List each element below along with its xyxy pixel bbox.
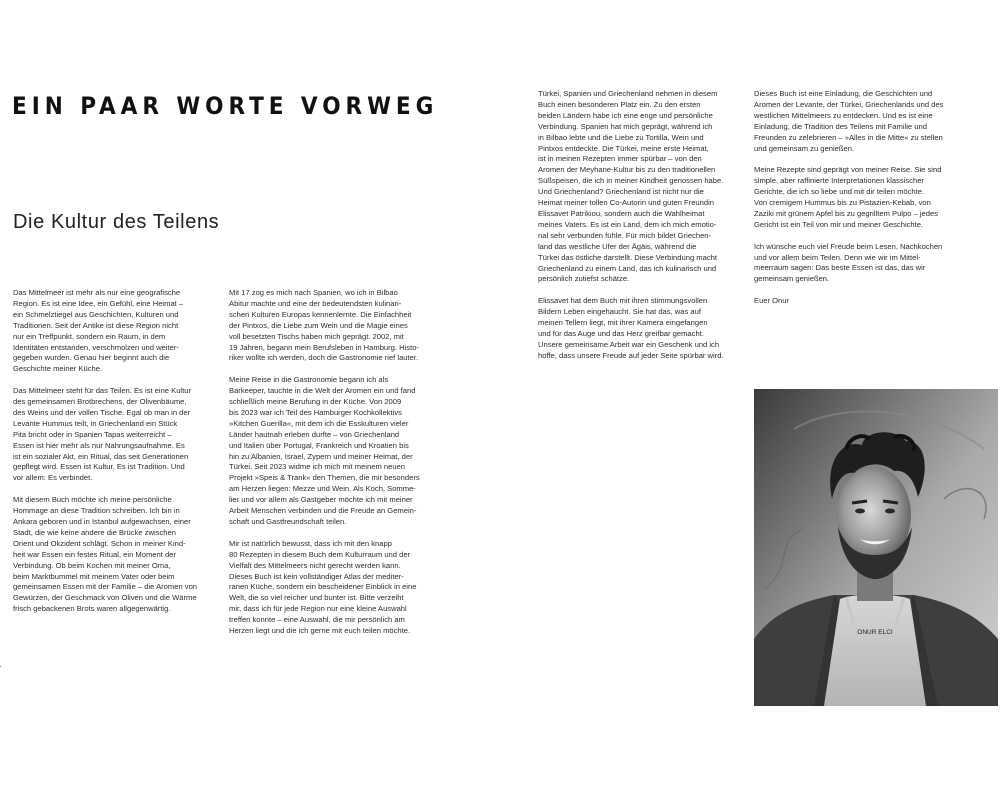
text-column-3 xyxy=(538,89,743,373)
text-line: in Bilbao lebte und die Liebe zu Tortilla, Wein und xyxy=(538,132,704,142)
text-line: beim Marktbummel mit meinem Vater oder beim xyxy=(13,571,175,581)
text-line: ist in meinen Rezepten immer spürbar – von den xyxy=(538,154,702,164)
text-line: Essen ist hier mehr als nur Nahrungsaufnahme. Es xyxy=(13,440,185,450)
text-line: Süßspeisen, die ich in meiner Kindheit genossen habe. xyxy=(538,176,724,186)
text-line: Türkei. Seit 2023 widme ich mich mit meinem neuen xyxy=(229,462,405,472)
text-line: 80 Rezepten in diesem Buch dem Kulturraum und der xyxy=(229,549,411,559)
text-line: und gemeinsam zu genießen. xyxy=(754,143,855,153)
text-line: Levante Hummus teilt, in Griechenland ein Stück xyxy=(13,418,178,428)
text-line: Buch einen besonderen Platz ein. Zu den ersten xyxy=(538,99,701,109)
text-line: beiden Ländern habe ich eine enge und persönliche xyxy=(538,110,713,120)
text-line: Gewürzen, der Geschmack von Oliven und die Wärme xyxy=(13,593,197,603)
text-line: mir, dass ich für jede Region nur eine kleine Auswahl xyxy=(229,604,407,614)
text-line: Pintxos entdeckte. Die Türkei, meine erste Heimat, xyxy=(538,143,709,153)
apron-text: ONUR ELCI xyxy=(857,629,893,636)
paragraph xyxy=(229,288,434,364)
text-line: und für das Auge und das Herz greifbar gemacht. xyxy=(538,328,704,338)
text-line: Einladung, die Tradition des Teilens mit Familie und xyxy=(754,121,927,131)
paragraph xyxy=(754,89,959,154)
text-line: gegeben wurden. Genau hier beginnt auch die xyxy=(13,353,170,363)
text-line: frisch gebackenen Brots waren allgegenwärtig. xyxy=(13,604,171,614)
text-line: Region. Es ist eine Idee, ein Gefühl, eine Heimat – xyxy=(13,298,184,308)
text-line: Arbeit Menschen verbinden und die Freude an Gemein- xyxy=(229,506,417,516)
text-line: meines Vaters. Es ist ein Land, dem ich mich emotio- xyxy=(538,219,717,229)
text-line: Aromen der Levante, der Türkei, Griechenlands und des xyxy=(754,99,944,109)
text-line: Welt, die so viel reicher und bunter ist. Bitte verzeiht xyxy=(229,593,404,603)
text-line: lier und vor allem als Gastgeber möchte ich mit meiner xyxy=(229,495,413,505)
text-line: meerraum sagen: Das beste Essen ist das, das wir xyxy=(754,263,926,273)
text-line: Unsere gemeinsame Arbeit war ein Geschenk und ich xyxy=(538,339,720,349)
text-line: und vor allem beim Teilen. Denn wie wir im Mittel- xyxy=(754,252,921,262)
text-line: Gerichte, die ich so liebe und mit dir teilen möchte. xyxy=(754,187,925,197)
text-line: Heimat meiner tollen Co-Autorin und guten Freundin xyxy=(538,198,715,208)
text-line: Identitäten entstanden, verschmolzen und weiter- xyxy=(13,342,179,352)
text-line: Herzen liegt und die ich gerne mit euch teilen möchte. xyxy=(229,626,411,636)
text-line: Und Griechenland? Griechenland ist nicht nur die xyxy=(538,187,704,197)
text-line: Orient und Okzident schlägt. Schon in meiner Kind- xyxy=(13,538,186,548)
text-line: riker wollte ich werden, doch die Gastronomie rief lauter. xyxy=(229,353,419,363)
section-subheading: Die Kultur des Teilens xyxy=(13,211,220,233)
text-line: nur ein Treffpunkt, sondern ein Raum, in dem xyxy=(13,331,166,341)
page-number xyxy=(0,664,1,668)
text-line: Abitur machte und eine der bedeutendsten kulinari- xyxy=(229,298,402,308)
text-line: Traditionen. Seit der Antike ist diese Region nicht xyxy=(13,320,179,330)
text-line: Vielfalt des Mittelmeers nicht gerecht werden kann. xyxy=(229,560,401,570)
text-line: Türkei das östliche darstellt. Diese Verbindung macht xyxy=(538,252,717,262)
text-line: schaft und Gastfreundschaft teilen. xyxy=(229,517,347,527)
text-line: Aromen der Meyhane-Kultur bis zu den traditionellen xyxy=(538,165,716,175)
paragraph xyxy=(13,386,218,484)
text-line: Zaziki mit grünem Apfel bis zu gegrilltem Pulpo – jedes xyxy=(754,208,939,218)
paragraph xyxy=(229,539,434,637)
text-line: land das westliche Ufer der Ägäis, während die xyxy=(538,241,697,251)
text-line: »Kitchen Guerilla«, mit dem ich die Esskulturen vieler xyxy=(229,418,409,428)
text-line: ein Schmelztiegel aus Geschichten, Kulturen und xyxy=(13,309,179,319)
text-line: Euer Onur xyxy=(754,296,790,306)
text-line: Hommage an diese Tradition schreiben. Ich bin in xyxy=(13,506,180,516)
text-line: simple, aber raffinierte Interpretationen klassischer xyxy=(754,176,924,186)
paragraph xyxy=(754,165,959,230)
text-line: Verbindung. Ob beim Kochen mit meiner Oma, xyxy=(13,560,171,570)
text-line: am Herzen liegen: Mezze und Wein. Als Koch, Somme- xyxy=(229,484,416,494)
text-line: treffen konnte – eine Auswahl, die mir persönlich am xyxy=(229,615,405,625)
text-line: des Weins und der vollen Tische. Egal ob man in der xyxy=(13,407,191,417)
page-heading: EIN PAAR WORTE VORWEG xyxy=(12,92,439,120)
paragraph xyxy=(538,89,743,285)
text-line: Das Mittelmeer ist mehr als nur eine geografische xyxy=(13,288,181,297)
text-line: und Italien über Portugal, Frankreich und Kroatien bis xyxy=(229,440,409,450)
text-line: gemeinsamen Essen mit der Familie – die Aromen von xyxy=(13,582,198,592)
text-line: Stadt, die wie keine andere die Brücke zwischen xyxy=(13,527,176,537)
portrait-illustration xyxy=(754,389,998,706)
paragraph xyxy=(754,242,959,286)
text-line: der Pintxos, die Liebe zum Wein und die Magie eines xyxy=(229,320,408,330)
text-line: gepflegt wird. Essen ist Kultur. Es ist Tradition. Und xyxy=(13,462,185,472)
text-line: westlichen Mittelmeers zu entdecken. Und es ist eine xyxy=(754,110,933,120)
text-line: Türkei, Spanien und Griechenland nehmen in diesem xyxy=(538,89,718,98)
text-line: Ankara geboren und in Istanbul aufgewachsen, einer xyxy=(13,517,191,526)
text-line: bis 2023 war ich Teil des Hamburger Kochkollektivs xyxy=(229,407,402,417)
text-line: gemeinsam genießen. xyxy=(754,274,830,284)
text-line: Dieses Buch ist kein vollständiger Atlas der mediter- xyxy=(229,571,404,581)
text-column-4 xyxy=(754,89,959,318)
text-line: heit war Essen ein festes Ritual, ein Moment der xyxy=(13,549,176,559)
text-line: 19 Jahren, begann mein Berufsleben in Hamburg. Histo- xyxy=(229,342,419,352)
text-line: meinen Tellern liegt, mit ihrer Kamera eingefangen xyxy=(538,318,708,328)
author-portrait-photo xyxy=(754,389,998,706)
text-line: Elissavet Patrikiou, sondern auch die Wahlheimat xyxy=(538,208,705,218)
text-line: Ich wünsche euch viel Freude beim Lesen, Nachkochen xyxy=(754,241,943,251)
text-column-1 xyxy=(13,288,218,626)
text-line: Mit 17 zog es mich nach Spanien, wo ich in Bilbao xyxy=(229,288,398,297)
text-line: hoffe, dass unsere Freude auf jeder Seite spürbar wird. xyxy=(538,350,724,360)
text-line: Elissavet hat dem Buch mit ihren stimmungsvollen xyxy=(538,296,708,306)
text-line: nal sehr verbunden fühle. Für mich bildet Griechen- xyxy=(538,230,712,240)
text-line: Meine Rezepte sind geprägt von meiner Reise. Sie sind xyxy=(754,165,942,175)
text-line: Freunden zu zelebrieren – »Alles in die Mitte« zu stellen xyxy=(754,132,943,142)
text-line: Länder hautnah erleben durfte – von Griechenland xyxy=(229,429,400,439)
text-line: des gemeinsamen Brotbrechens, der Olivenbäume, xyxy=(13,397,187,407)
paragraph xyxy=(754,296,959,307)
text-line: Verbindung. Spanien hat mich geprägt, während ich xyxy=(538,121,713,131)
paragraph xyxy=(538,296,743,361)
text-line: voll besetzten Tischs haben mich geprägt. 2002, mit xyxy=(229,331,404,341)
paragraph xyxy=(229,375,434,528)
text-line: Von cremigem Hummus bis zu Pistazien-Kebab, von xyxy=(754,198,931,208)
text-line: Gericht ist ein Teil von mir und meiner Geschichte. xyxy=(754,219,924,229)
text-line: vor allem: Es verbindet. xyxy=(13,473,93,483)
text-line: ist ein sozialer Akt, ein Ritual, das seit Generationen xyxy=(13,451,189,461)
text-line: schließlich meine Berufung in der Küche. Von 2009 xyxy=(229,397,402,407)
paragraph xyxy=(13,495,218,615)
text-line: schen Kulturen Europas kennenlernte. Die Einfachheit xyxy=(229,309,412,319)
paragraph xyxy=(13,288,218,375)
text-line: Das Mittelmeer steht für das Teilen. Es ist eine Kultur xyxy=(13,386,191,396)
text-line: Projekt »Speis & Trank« den Themen, die mir besonders xyxy=(229,473,420,483)
text-line: Geschichte meiner Küche. xyxy=(13,364,103,374)
text-line: Griechenland zu einem Land, das ich kulinarisch und xyxy=(538,263,717,273)
text-line: Mit diesem Buch möchte ich meine persönliche xyxy=(13,495,172,505)
text-line: Mir ist natürlich bewusst, dass ich mit den knapp xyxy=(229,538,392,548)
text-line: Dieses Buch ist eine Einladung, die Geschichten und xyxy=(754,89,933,98)
text-line: ranen Küche, sondern ein bescheidener Einblick in eine xyxy=(229,582,417,592)
text-line: Barkeeper, tauchte in die Welt der Aromen ein und fand xyxy=(229,386,416,396)
text-line: Meine Reise in die Gastronomie begann ich als xyxy=(229,375,389,385)
text-line: Pita bricht oder in Spanien Tapas weiterreicht – xyxy=(13,429,172,439)
text-column-2 xyxy=(229,288,434,648)
text-line: Bildern Leben eingehaucht. Sie hat das, was auf xyxy=(538,307,701,317)
text-line: hin zu Albanien, Israel, Zypern und meiner Heimat, der xyxy=(229,451,413,461)
text-line: persönlich zutiefst schätze. xyxy=(538,274,630,284)
